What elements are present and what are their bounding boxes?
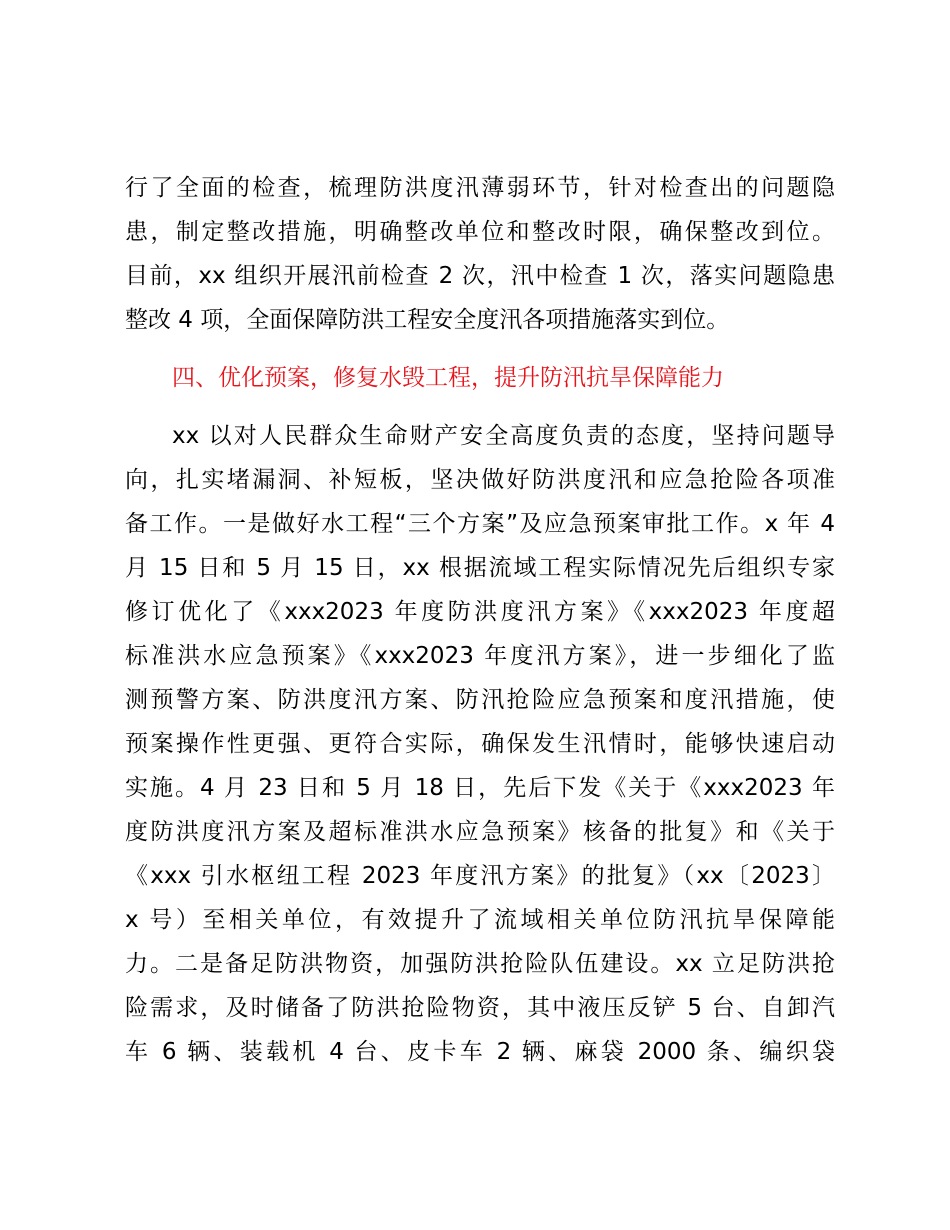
paragraph-2-line-2: 向，扎实堵漏洞、补短板，坚决做好防洪度汛和应急抢险各项准 (125, 467, 835, 493)
paragraph-2-line-15: 车 6 辆、装载机 4 台、皮卡车 2 辆、麻袋 2000 条、编织袋 (125, 1039, 835, 1065)
paragraph-2-line-14: 险需求，及时储备了防洪抢险物资，其中液压反铲 5 台、自卸汽 (125, 995, 835, 1021)
paragraph-2-line-5: 修订优化了《xxx2023 年度防洪度汛方案》《xxx2023 年度超 (125, 599, 835, 625)
paragraph-2-line-1: xx 以对人民群众生命财产安全高度负责的态度，坚持问题导 (172, 423, 835, 449)
paragraph-2-line-7: 测预警方案、防洪度汛方案、防汛抢险应急预案和度汛措施，使 (125, 687, 835, 713)
section-heading: 四、优化预案，修复水毁工程，提升防汛抗旱保障能力 (172, 365, 724, 391)
paragraph-1-line-2: 患，制定整改措施，明确整改单位和整改时限，确保整改到位。 (125, 219, 835, 245)
paragraph-2-line-9: 实施。4 月 23 日和 5 月 18 日，先后下发《关于《xxx2023 年 (125, 775, 835, 801)
paragraph-1-line-1: 行了全面的检查，梳理防洪度汛薄弱环节，针对检查出的问题隐 (125, 175, 835, 201)
paragraph-2-line-3: 备工作。一是做好水工程“三个方案”及应急预案审批工作。x 年 4 (125, 511, 835, 537)
paragraph-2-line-6: 标准洪水应急预案》《xxx2023 年度汛方案》，进一步细化了监 (125, 643, 835, 669)
paragraph-2-line-10: 度防洪度汛方案及超标准洪水应急预案》核备的批复》和《关于 (125, 819, 835, 845)
paragraph-2-line-13: 力。二是备足防洪物资，加强防洪抢险队伍建设。xx 立足防洪抢 (125, 951, 835, 977)
paragraph-2-line-12: x 号）至相关单位，有效提升了流域相关单位防汛抗旱保障能 (125, 907, 835, 933)
paragraph-1-line-4: 整改 4 项，全面保障防洪工程安全度汛各项措施落实到位。 (125, 307, 730, 333)
paragraph-2-line-4: 月 15 日和 5 月 15 日，xx 根据流域工程实际情况先后组织专家 (125, 555, 835, 581)
paragraph-2-line-8: 预案操作性更强、更符合实际，确保发生汛情时，能够快速启动 (125, 731, 835, 757)
paragraph-1-line-3: 目前，xx 组织开展汛前检查 2 次，汛中检查 1 次，落实问题隐患 (125, 263, 835, 289)
paragraph-2-line-11: 《xxx 引水枢纽工程 2023 年度汛方案》的批复》（xx〔2023〕 (125, 863, 835, 889)
